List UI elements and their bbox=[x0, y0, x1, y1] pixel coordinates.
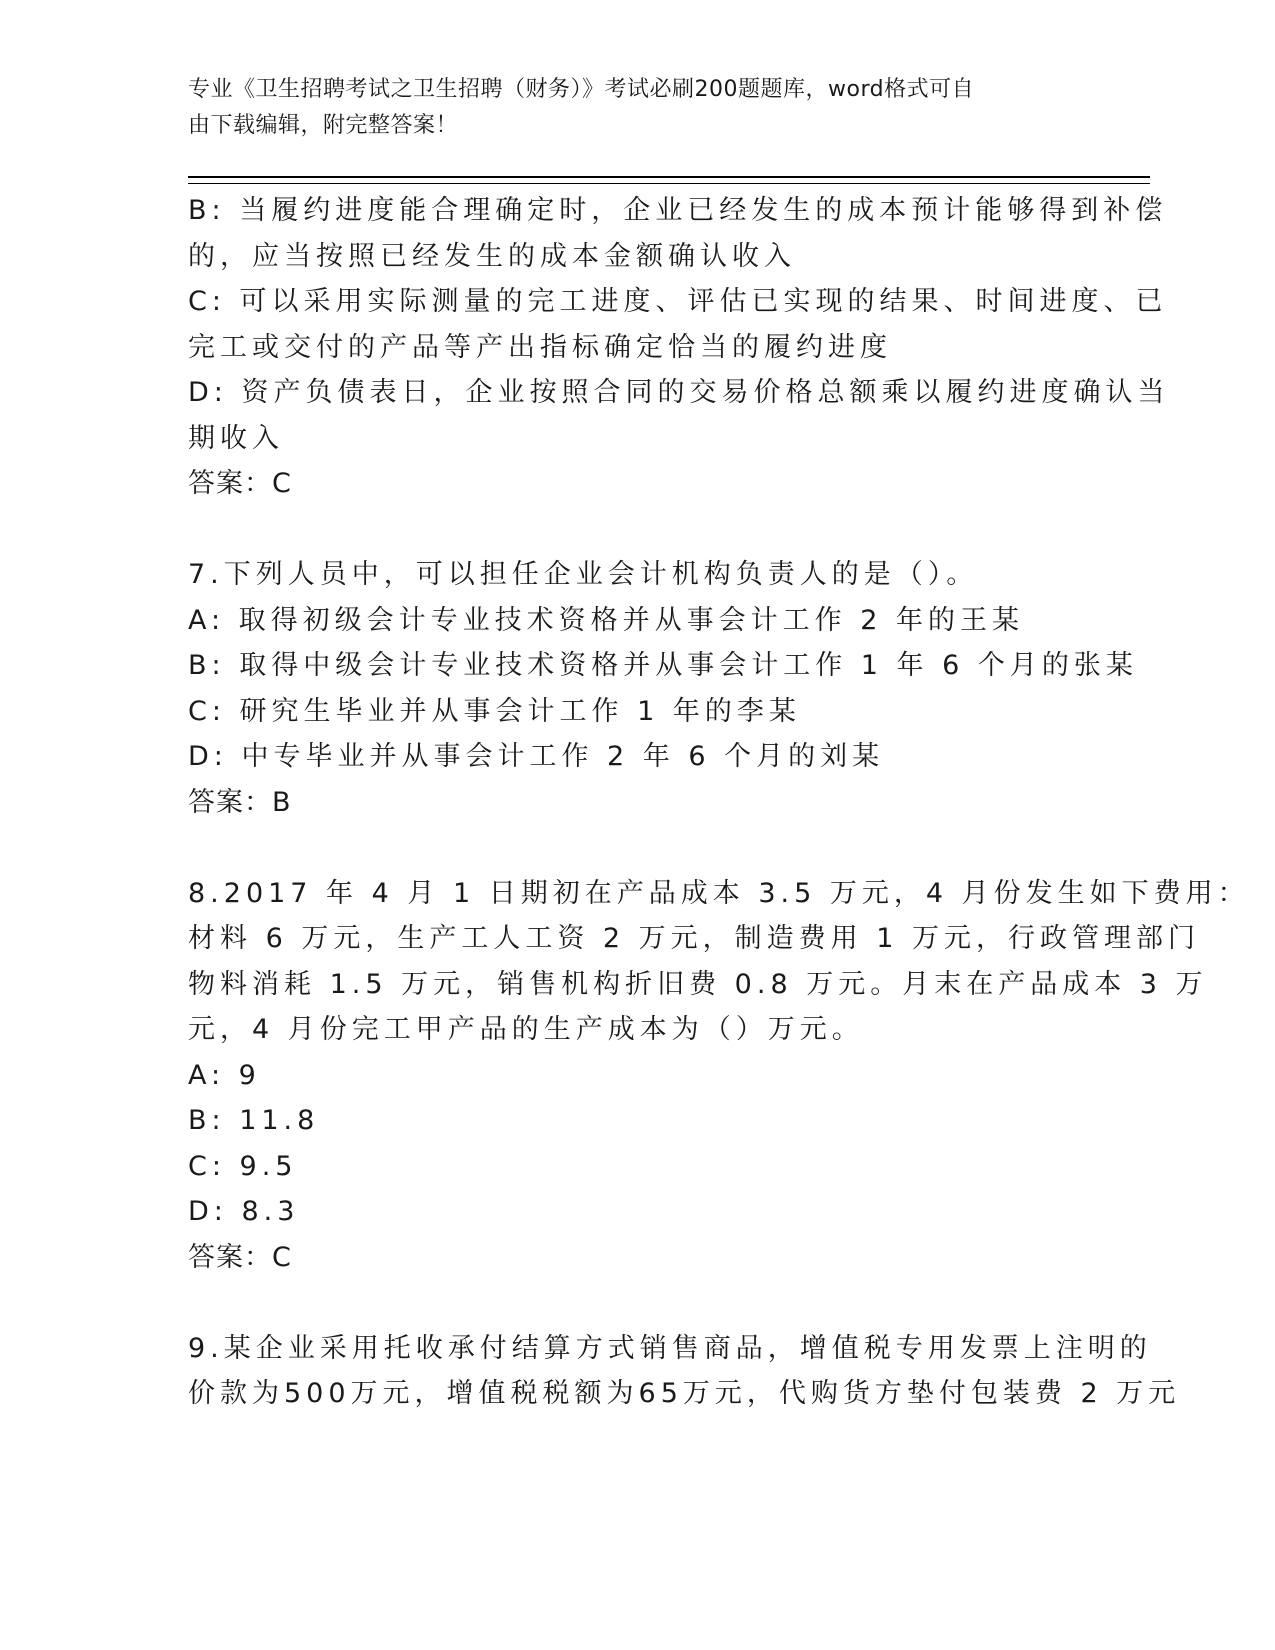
q8-option-d: D: 8.3 bbox=[188, 1196, 300, 1227]
spacer bbox=[188, 825, 1088, 871]
q7-option-d: D: 中专毕业并从事会计工作 2 年 6 个月的刘某 bbox=[188, 741, 885, 772]
q8-stem-line-4: 元，4 月份完工甲产品的生产成本为（）万元。 bbox=[188, 1014, 864, 1045]
header-line-1: 专业《卫生招聘考试之卫生招聘（财务）》考试必刷200题题库，word格式可自 bbox=[188, 77, 975, 102]
question-6-options bbox=[188, 188, 1170, 507]
q8-stem-line-1: 8.2017 年 4 月 1 日期初在产品成本 3.5 万元，4 月份发生如下费用： bbox=[188, 877, 1250, 909]
q7-answer: 答案：B bbox=[188, 786, 292, 818]
q6-option-c-line-1: C: 可以采用实际测量的完工进度、评估已实现的结果、时间进度、已 bbox=[188, 286, 1168, 317]
q6-option-d-line-2: 期收入 bbox=[188, 422, 284, 454]
q7-option-b: B: 取得中级会计专业技术资格并从事会计工作 1 年 6 个月的张某 bbox=[188, 650, 1138, 681]
q8-answer: 答案：C bbox=[188, 1241, 292, 1273]
question-7 bbox=[188, 552, 1138, 825]
q7-option-a: A: 取得初级会计专业技术资格并从事会计工作 2 年的王某 bbox=[188, 604, 1025, 636]
document-body bbox=[188, 188, 1250, 1417]
document-header bbox=[188, 72, 1088, 144]
q6-option-d-line-1: D: 资产负债表日，企业按照合同的交易价格总额乘以履约进度确认当 bbox=[188, 377, 1170, 408]
header-rule-thick bbox=[188, 176, 1150, 178]
q8-option-a: A: 9 bbox=[188, 1059, 261, 1091]
q6-option-b-line-2: 的，应当按照已经发生的成本金额确认收入 bbox=[188, 240, 796, 272]
q7-option-c: C: 研究生毕业并从事会计工作 1 年的李某 bbox=[188, 695, 801, 727]
header-line-2: 由下载编辑，附完整答案！ bbox=[188, 113, 459, 138]
q6-answer: 答案：C bbox=[188, 468, 292, 499]
q8-stem-line-2: 材料 6 万元，生产工人工资 2 万元，制造费用 1 万元，行政管理部门 bbox=[188, 923, 1201, 954]
header-rule-thin bbox=[188, 183, 1150, 184]
question-9 bbox=[188, 1326, 1181, 1417]
q6-option-b-line-1: B: 当履约进度能合理确定时，企业已经发生的成本预计能够得到补偿 bbox=[188, 195, 1168, 226]
spacer bbox=[188, 507, 1088, 553]
q9-stem-line-2: 价款为500万元，增值税税额为65万元，代购货方垫付包装费 2 万元 bbox=[188, 1378, 1181, 1409]
spacer bbox=[188, 1280, 1088, 1326]
q9-stem-line-1: 9.某企业采用托收承付结算方式销售商品，增值税专用发票上注明的 bbox=[188, 1332, 1152, 1364]
q7-stem: 7.下列人员中，可以担任企业会计机构负责人的是（）。 bbox=[188, 559, 979, 590]
q8-stem-line-3: 物料消耗 1.5 万元，销售机构折旧费 0.8 万元。月末在产品成本 3 万 bbox=[188, 968, 1208, 1000]
question-8 bbox=[188, 871, 1250, 1281]
q6-option-c-line-2: 完工或交付的产品等产出指标确定恰当的履约进度 bbox=[188, 331, 892, 363]
q8-option-b: B: 11.8 bbox=[188, 1105, 320, 1136]
q8-option-c: C: 9.5 bbox=[188, 1150, 298, 1182]
